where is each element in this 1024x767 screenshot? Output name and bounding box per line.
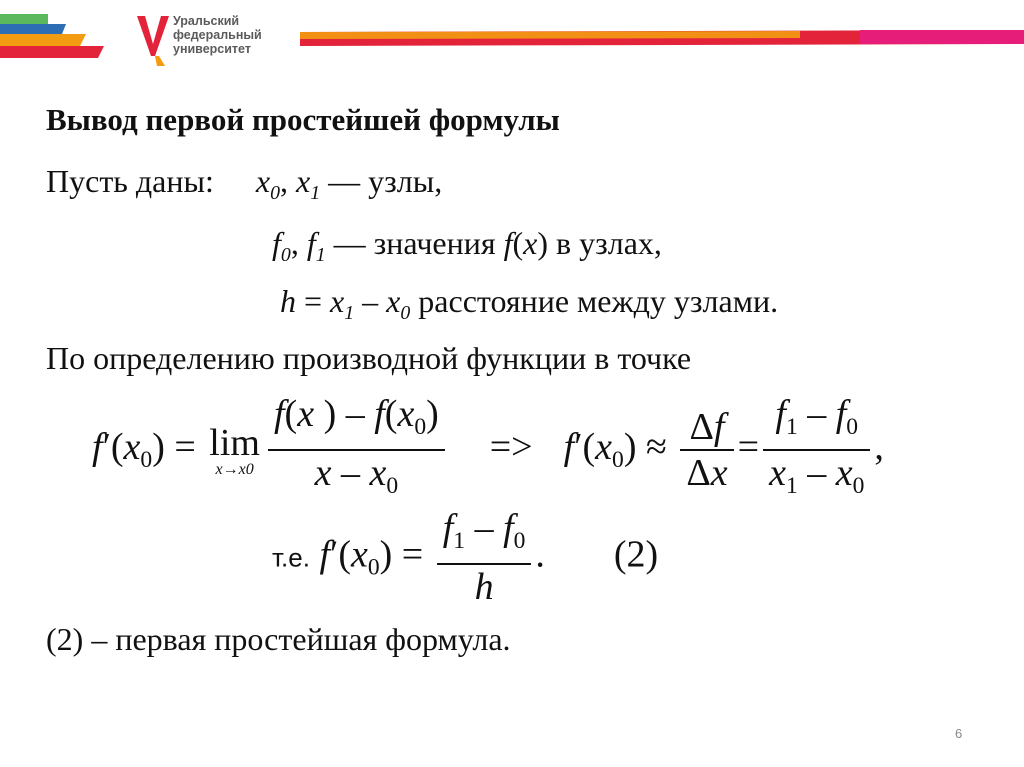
logo-line-1: Уральский bbox=[173, 14, 240, 28]
result-fraction: $\frac{f_1 - f_0}{h}$ bbox=[437, 506, 532, 609]
node-ratio: $\frac{f_1 - f_0}{x_1 - x_0}$ bbox=[763, 392, 870, 508]
result-formula: т.е. $f'(x_0)$ = $\frac{f_1 - f_0}{h}$ . (2) bbox=[272, 507, 659, 609]
page-number: 6 bbox=[955, 726, 963, 741]
step-suffix: расстояние между узлами. bbox=[418, 283, 779, 319]
node-x0: $x_0$ bbox=[255, 163, 281, 204]
delta-ratio: $\frac{\Delta f}{\Delta x}$ bbox=[680, 405, 733, 495]
given-values-line: $f_0$, $f_1$ — значения f(x) в узлах, bbox=[272, 225, 662, 266]
implies-arrow: => bbox=[489, 425, 533, 468]
values-suffix: — значения bbox=[333, 225, 496, 261]
logo-line-2: федеральный bbox=[173, 28, 262, 42]
nodes-suffix: — узлы, bbox=[328, 163, 443, 199]
definition-text: По определению производной функции в точке bbox=[46, 340, 692, 376]
derivative-definition-formula: $f'(x_0)$ = lim x→x0 $\frac{f(x ) - f(x_0)}{x - x_0}$ => $f'(x_0)$ ≈ $\frac{\Delta f}{\Delta x}$ = $\frac{f_1 - f_0}{x_1 - x_0}$ , bbox=[92, 392, 884, 508]
difference-quotient: $\frac{f(x ) - f(x_0)}{x - x_0}$ bbox=[268, 392, 445, 508]
limit-operator: lim x→x0 bbox=[209, 422, 260, 479]
slide-title: Вывод первой простейшей формулы bbox=[46, 102, 560, 137]
step-line: $h = x_1 - x_0$ расстояние между узлами. bbox=[280, 283, 779, 324]
equation-number: (2) bbox=[613, 533, 659, 576]
logo-line-3: университет bbox=[173, 42, 251, 56]
given-label: Пусть даны: bbox=[46, 163, 214, 199]
given-nodes-line: Пусть даны: $x_0$, $x_1$ — узлы, bbox=[46, 163, 443, 204]
te-label: т.е. bbox=[272, 542, 310, 573]
values-tail: в узлах, bbox=[555, 225, 662, 261]
conclusion-text: (2) – первая простейшая формула. bbox=[46, 621, 511, 657]
node-x1: $x_1$ bbox=[296, 163, 321, 204]
approx-sign: ≈ bbox=[645, 425, 667, 468]
